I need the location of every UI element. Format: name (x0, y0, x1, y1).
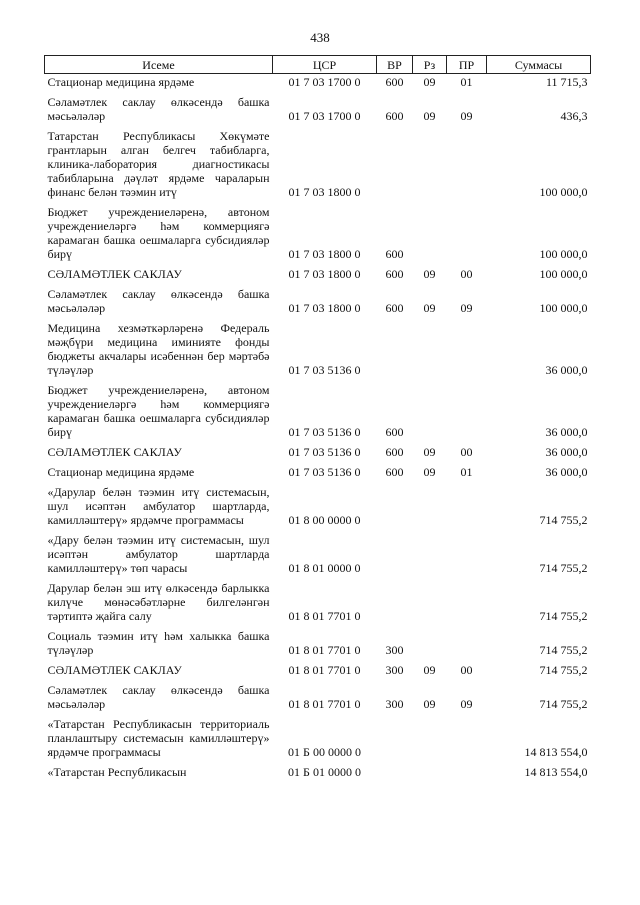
cell-rz (413, 481, 447, 529)
cell-csr: 01 7 03 1700 0 (273, 74, 377, 92)
cell-rz: 09 (423, 301, 436, 315)
table-row (45, 529, 591, 577)
cell-rz: 09 (423, 697, 436, 711)
cell-name: Сәламәтлек саклау өлкәсендә башка мәсьәләләр (47, 683, 270, 711)
table-row (45, 263, 591, 283)
cell-rz: 09 (423, 267, 436, 281)
cell-csr: 01 8 01 7701 0 (288, 697, 361, 711)
cell-sum: 714 755,2 (539, 697, 588, 711)
cell-sum: 100 000,0 (539, 301, 588, 315)
header-sum: Суммасы (487, 56, 591, 74)
cell-pr (447, 317, 487, 379)
table-row (45, 201, 591, 263)
cell-pr: 00 (460, 445, 473, 459)
cell-vr: 600 (385, 301, 404, 315)
cell-pr: 09 (460, 697, 473, 711)
table-row (45, 441, 591, 461)
cell-rz: 09 (413, 74, 447, 92)
cell-rz: 09 (423, 465, 436, 479)
cell-pr: 09 (460, 301, 473, 315)
cell-name: «Дарулар белән тәэмин итү системасын, шул исәптән амбулатор шартларда, камилләштерү» ярдәмче программасы (47, 485, 270, 527)
table-row (45, 481, 591, 529)
cell-vr: 300 (385, 643, 404, 657)
cell-sum: 100 000,0 (539, 185, 588, 199)
cell-csr: 01 7 03 1800 0 (288, 185, 361, 199)
cell-name: Социаль тәэмин итү һәм халыкка башка түләүләр (47, 629, 270, 657)
cell-csr: 01 8 01 0000 0 (288, 561, 361, 575)
cell-name: Стационар медицина ярдәме (47, 465, 195, 479)
cell-csr: 01 7 03 5136 0 (288, 363, 361, 377)
cell-pr (447, 201, 487, 263)
table-row (45, 91, 591, 125)
cell-vr: 600 (385, 465, 404, 479)
table-row (45, 713, 591, 761)
cell-sum: 36 000,0 (545, 425, 588, 439)
table-header-row (45, 56, 591, 74)
header-pr: ПР (447, 56, 487, 74)
cell-name: Сәламәтлек саклау өлкәсендә башка мәсьәләләр (47, 287, 270, 315)
cell-csr: 01 7 03 5136 0 (288, 425, 361, 439)
table-row (45, 379, 591, 441)
cell-rz (413, 379, 447, 441)
cell-rz: 09 (423, 663, 436, 677)
cell-sum: 714 755,2 (539, 513, 588, 527)
cell-name: СӘЛАМӘТЛЕК САКЛАУ (47, 267, 182, 281)
cell-vr (377, 481, 413, 529)
header-csr: ЦСР (273, 56, 377, 74)
cell-csr: 01 8 01 7701 0 (288, 643, 361, 657)
cell-vr: 300 (385, 697, 404, 711)
cell-rz (413, 201, 447, 263)
cell-sum: 100 000,0 (539, 247, 588, 261)
cell-pr: 01 (460, 465, 473, 479)
cell-vr: 600 (385, 445, 404, 459)
cell-csr: 01 8 01 7701 0 (288, 663, 361, 677)
cell-sum: 436,3 (560, 109, 588, 123)
cell-name: «Дару белән тәэмин итү системасын, шул исәптән амбулатор шартларда камилләштерү» төп чарасы (47, 533, 270, 575)
cell-rz (413, 625, 447, 659)
cell-vr: 600 (385, 247, 404, 261)
table-row (45, 125, 591, 201)
cell-pr (447, 577, 487, 625)
cell-pr: 01 (447, 74, 487, 92)
cell-name: СӘЛАМӘТЛЕК САКЛАУ (47, 445, 182, 459)
cell-name: Бюджет учреждениеләренә, автоном учреждениеләргә һәм коммерциягә карамаган башка оешмаларга субсидияләр бирү (47, 383, 270, 439)
cell-name: Татарстан Республикасы Хөкүмәте грантларын алган белгеч табибларга, клиника-лаборатория диагностикасы табибларына дәүләт ярдәме чараларын финанс белән тәэмин итү (47, 129, 270, 199)
cell-csr: 01 8 00 0000 0 (288, 513, 361, 527)
cell-vr (377, 761, 413, 781)
cell-pr (447, 625, 487, 659)
cell-name: Медицина хезмәткәрләренә Федераль мәҗбүри медицина иминияте фонды бюджеты акчалары исәбеннән бер мәртәбә түләүләр (47, 321, 270, 377)
cell-csr: 01 7 03 1800 0 (288, 301, 361, 315)
table-row (45, 317, 591, 379)
table-row (45, 74, 591, 92)
cell-rz (413, 529, 447, 577)
cell-name: Бюджет учреждениеләренә, автоном учреждениеләргә һәм коммерциягә карамаган башка оешмаларга субсидияләр бирү (47, 205, 270, 261)
cell-vr (377, 577, 413, 625)
cell-rz (413, 761, 447, 781)
cell-pr (447, 713, 487, 761)
cell-name: СӘЛАМӘТЛЕК САКЛАУ (47, 663, 182, 677)
cell-sum: 714 755,2 (539, 643, 588, 657)
cell-vr: 600 (385, 109, 404, 123)
cell-sum: 14 813 554,0 (524, 765, 588, 779)
cell-csr: 01 7 03 1800 0 (288, 267, 361, 281)
cell-name: Стационар медицина ярдәме (45, 74, 273, 92)
cell-pr: 09 (460, 109, 473, 123)
cell-vr: 600 (377, 74, 413, 92)
cell-vr: 600 (385, 425, 404, 439)
cell-pr: 00 (460, 663, 473, 677)
cell-sum: 714 755,2 (539, 561, 588, 575)
cell-csr: 01 Б 01 0000 0 (288, 765, 361, 779)
cell-pr (447, 379, 487, 441)
cell-sum: 36 000,0 (545, 465, 588, 479)
cell-name: Дарулар белән эш итү өлкәсендә барлыкка килүче мөнәсәбәтләрне билгеләнгән тәртиптә җайга салу (47, 581, 270, 623)
cell-rz: 09 (423, 445, 436, 459)
cell-vr (377, 529, 413, 577)
cell-name: Сәламәтлек саклау өлкәсендә башка мәсьәләләр (47, 95, 270, 123)
budget-table (44, 55, 591, 781)
cell-csr: 01 Б 00 0000 0 (288, 745, 361, 759)
table-row (45, 679, 591, 713)
cell-csr: 01 7 03 5136 0 (288, 465, 361, 479)
cell-vr: 600 (385, 267, 404, 281)
cell-name: «Татарстан Республикасын территориаль планлаштыру системасын камилләштерү» ярдәмче программасы (47, 717, 270, 759)
header-rz: Рз (413, 56, 447, 74)
page-number: 438 (310, 30, 330, 45)
header-name: Исеме (45, 56, 273, 74)
cell-rz (413, 577, 447, 625)
cell-csr: 01 7 03 1700 0 (288, 109, 361, 123)
cell-vr: 300 (385, 663, 404, 677)
cell-sum: 714 755,2 (539, 663, 588, 677)
table-row (45, 761, 591, 781)
table-row (45, 659, 591, 679)
cell-rz (413, 713, 447, 761)
cell-sum: 11 715,3 (487, 74, 591, 92)
cell-pr (447, 481, 487, 529)
cell-vr (377, 713, 413, 761)
cell-sum: 14 813 554,0 (524, 745, 588, 759)
table-row (45, 577, 591, 625)
cell-vr (377, 125, 413, 201)
table-row (45, 461, 591, 481)
cell-pr (447, 529, 487, 577)
cell-csr: 01 8 01 7701 0 (288, 609, 361, 623)
cell-rz: 09 (423, 109, 436, 123)
cell-csr: 01 7 03 1800 0 (288, 247, 361, 261)
cell-csr: 01 7 03 5136 0 (288, 445, 361, 459)
cell-sum: 36 000,0 (545, 363, 588, 377)
table-row (45, 283, 591, 317)
cell-sum: 100 000,0 (539, 267, 588, 281)
cell-pr (447, 761, 487, 781)
cell-sum: 36 000,0 (545, 445, 588, 459)
cell-vr (377, 317, 413, 379)
cell-name: «Татарстан Республикасын (47, 765, 187, 779)
cell-rz (413, 317, 447, 379)
header-vr: ВР (377, 56, 413, 74)
cell-pr (447, 125, 487, 201)
table-row (45, 625, 591, 659)
cell-pr: 00 (460, 267, 473, 281)
cell-sum: 714 755,2 (539, 609, 588, 623)
cell-rz (413, 125, 447, 201)
